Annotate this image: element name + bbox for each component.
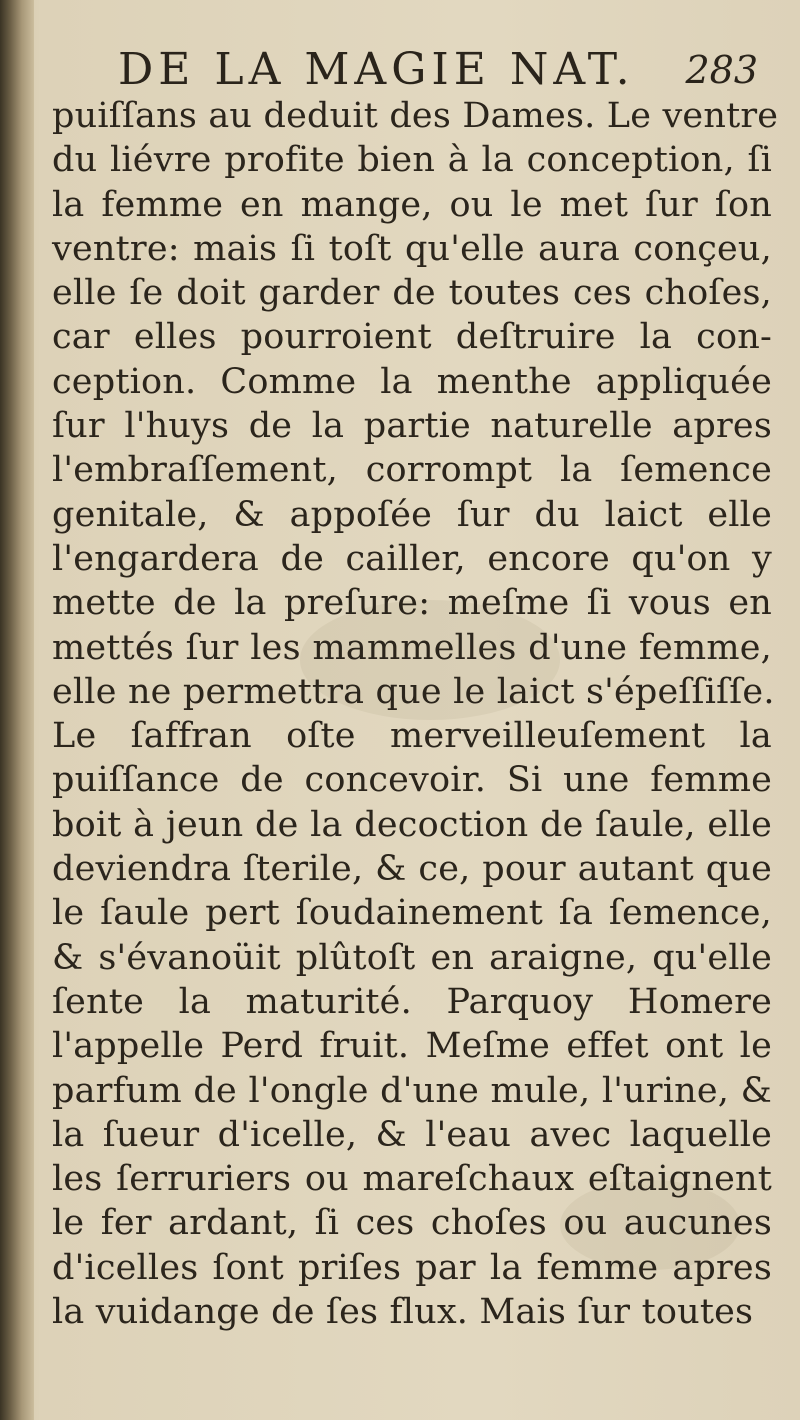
text-line: mette de la preſure: meſme ſi vous en bbox=[52, 583, 772, 624]
running-head: DE LA MAGIE NAT. bbox=[118, 44, 635, 95]
book-binding-edge bbox=[0, 0, 34, 1420]
text-line: car elles pourroient deſtruire la con- bbox=[52, 317, 772, 358]
text-line: puiſſans au deduit des Dames. Le ventre bbox=[52, 96, 779, 136]
text-line: elle ſe doit garder de toutes ces choſes, bbox=[52, 273, 772, 314]
text-line: du liévre profite bien à la conception, ſi bbox=[52, 140, 772, 181]
text-line: boit à jeun de la decoction de ſaule, elle bbox=[52, 804, 772, 845]
page-number: 283 bbox=[685, 48, 758, 92]
text-line: l'appelle Perd fruit. Meſme effet ont le bbox=[52, 1026, 772, 1067]
text-line: ventre: mais ſi toſt qu'elle aura conçeu, bbox=[52, 228, 772, 269]
text-line: puiſſance de concevoir. Si une femme bbox=[52, 760, 772, 801]
text-line: le fer ardant, ſi ces choſes ou aucunes bbox=[52, 1203, 772, 1244]
text-line: deviendra ſterile, & ce, pour autant que bbox=[52, 849, 772, 890]
text-line: parfum de l'ongle d'une mule, l'urine, & bbox=[52, 1070, 772, 1111]
page-header bbox=[118, 42, 778, 98]
text-line: ception. Comme la menthe appliquée bbox=[52, 361, 772, 402]
body-text bbox=[52, 94, 779, 1334]
text-line: l'embraſſement, corrompt la ſemence bbox=[52, 450, 772, 491]
text-line: le ſaule pert ſoudainement ſa ſemence, bbox=[52, 893, 772, 934]
text-line: & s'évanoüit plûtoſt en araigne, qu'elle bbox=[52, 937, 772, 978]
text-line: l'engardera de cailler, encore qu'on y bbox=[52, 538, 772, 579]
text-line: la femme en mange, ou le met ſur ſon bbox=[52, 184, 772, 225]
text-line: la ſueur d'icelle, & l'eau avec laquelle bbox=[52, 1114, 772, 1155]
text-line: genitale, & appoſée ſur du laict elle bbox=[52, 494, 772, 535]
text-line: Le ſaffran oſte merveilleuſement la bbox=[52, 716, 772, 757]
text-line: mettés ſur les mammelles d'une femme, bbox=[52, 627, 772, 668]
text-line: elle ne permettra que le laict s'épeſſiſſe. bbox=[52, 671, 775, 712]
text-line: ſur l'huys de la partie naturelle apres bbox=[52, 406, 772, 447]
text-line: ſente la maturité. Parquoy Homere bbox=[52, 981, 772, 1022]
text-line: les ſerruriers ou mareſchaux eſtaignent bbox=[52, 1159, 772, 1200]
text-line: la vuidange de ſes flux. Mais ſur toutes bbox=[52, 1292, 754, 1333]
text-line: d'icelles ſont priſes par la femme apres bbox=[52, 1247, 772, 1288]
